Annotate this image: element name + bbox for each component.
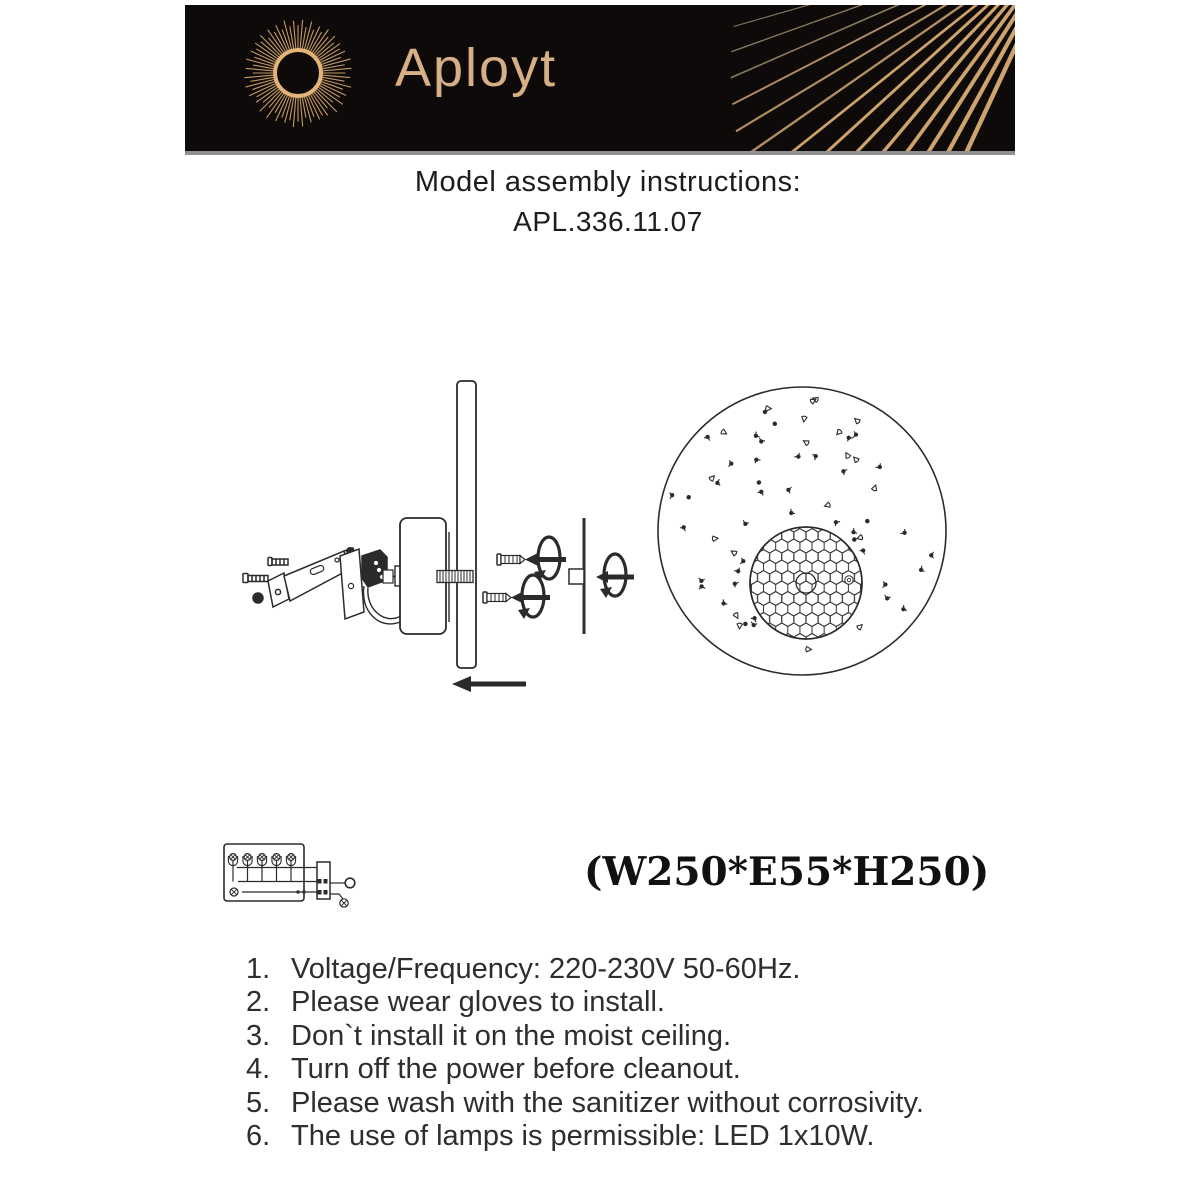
brand-name: Aployt bbox=[395, 38, 558, 98]
instruction-text: Turn off the power before cleanout. bbox=[291, 1053, 741, 1086]
instruction-text: The use of lamps is permissible: LED 1x10W. bbox=[291, 1120, 875, 1153]
instruction-text: Please wash with the sanitizer without corrosivity. bbox=[291, 1086, 924, 1119]
ring-terminal bbox=[345, 878, 355, 888]
instruction-item bbox=[246, 986, 1200, 1019]
direction-arrow bbox=[452, 676, 526, 692]
page-title: Model assembly instructions: bbox=[414, 166, 802, 198]
instruction-text: Please wear gloves to install. bbox=[291, 986, 665, 1019]
model-number: APL.336.11.07 bbox=[513, 206, 703, 237]
instruction-number: 3. bbox=[246, 1019, 271, 1052]
instruction-number: 6. bbox=[246, 1120, 271, 1153]
title-block bbox=[8, 166, 1200, 238]
instruction-item bbox=[246, 1053, 1200, 1086]
dimensions-label: (W250*E55*H250) bbox=[584, 849, 990, 895]
instruction-item bbox=[246, 1087, 1200, 1120]
instruction-item bbox=[246, 953, 1200, 986]
mounting-plate bbox=[340, 548, 364, 619]
front-panel bbox=[569, 518, 634, 634]
brand-header bbox=[185, 5, 1015, 155]
header-decoration bbox=[185, 5, 1015, 151]
lamp-front-view bbox=[658, 387, 946, 675]
instruction-text: Voltage/Frequency: 220-230V 50-60Hz. bbox=[291, 953, 801, 985]
instructions-list bbox=[0, 953, 1200, 1153]
instruction-number: 2. bbox=[246, 986, 271, 1019]
instruction-number: 4. bbox=[246, 1053, 271, 1086]
exploded-side-view bbox=[243, 381, 634, 692]
thread-band bbox=[437, 571, 473, 583]
instruction-item bbox=[246, 1120, 1200, 1153]
assembly-diagram bbox=[220, 370, 1010, 715]
instruction-number: 5. bbox=[246, 1086, 271, 1119]
sunburst-logo-icon bbox=[244, 20, 351, 127]
back-plank bbox=[457, 381, 476, 668]
connector-block bbox=[317, 862, 355, 907]
instruction-text: Don`t install it on the moist ceiling. bbox=[291, 1019, 732, 1052]
wiring-diagram bbox=[215, 835, 375, 920]
fixing-hole bbox=[845, 576, 853, 584]
screw-with-turn-arrow-bottom bbox=[483, 575, 550, 619]
instruction-number: 1. bbox=[246, 953, 271, 985]
instruction-item bbox=[246, 1020, 1200, 1053]
rays-decoration bbox=[731, 5, 1015, 151]
